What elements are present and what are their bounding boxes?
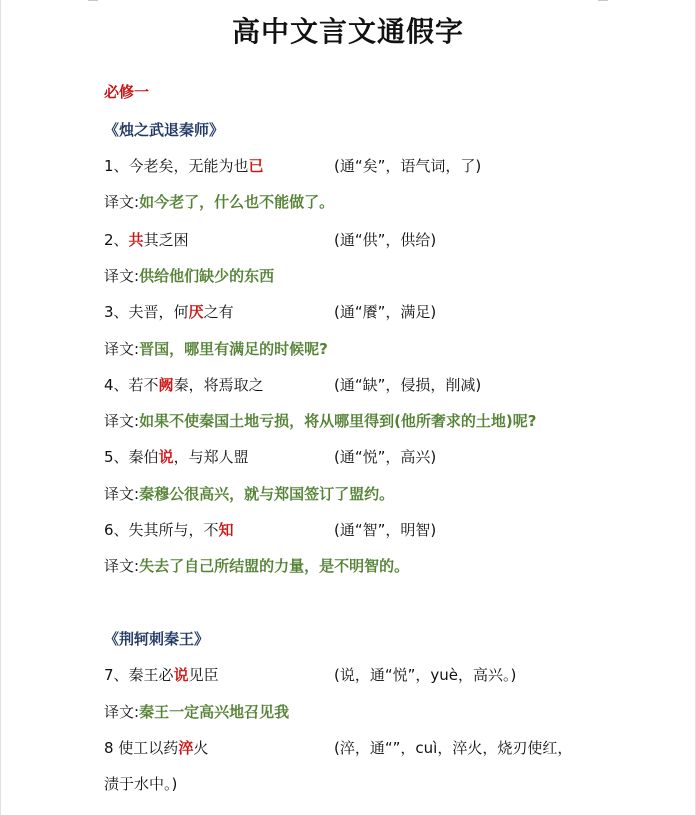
entry-note-continued: 渍于水中。)	[104, 775, 178, 793]
entry-note: (通“供”，供给)	[334, 231, 437, 249]
tongjia-char: 说	[173, 666, 189, 684]
entry-translation: 译文:如果不使秦国土地亏损，将从哪里得到(他所奢求的土地)呢?	[104, 412, 537, 430]
entry-note: (通“智”，明智)	[334, 521, 437, 539]
entry-note: (说，通“悦”，yuè，高兴。)	[334, 666, 517, 684]
entry-sentence: 3、夫晋，何厌之有	[104, 303, 234, 321]
page-edge-left	[0, 0, 1, 815]
entry-sentence: 2、共其乏困	[104, 231, 189, 249]
entry-translation: 译文:晋国，哪里有满足的时候呢?	[104, 340, 328, 358]
book-title: 《烛之武退秦师》	[104, 121, 225, 139]
book-title: 《荆轲刺秦王》	[104, 630, 210, 648]
entry-translation: 译文:秦穆公很高兴，就与郑国签订了盟约。	[104, 485, 395, 503]
crop-mark	[598, 0, 608, 1]
entry-note: (通“餍”，满足)	[334, 303, 437, 321]
tongjia-char: 共	[128, 231, 144, 249]
entry-translation: 译文:秦王一定高兴地召见我	[104, 703, 290, 721]
tongjia-char: 淬	[178, 739, 194, 757]
entry-sentence: 4、若不阙秦，将焉取之	[104, 376, 264, 394]
entry-sentence: 7、秦王必说见臣	[104, 666, 219, 684]
tongjia-char: 说	[158, 448, 174, 466]
tongjia-char: 厌	[188, 303, 204, 321]
entry-note: (通“缺”，侵损，削减)	[334, 376, 482, 394]
entry-translation: 译文:失去了自己所结盟的力量，是不明智的。	[104, 557, 410, 575]
entry-note: (通“悦”，高兴)	[334, 448, 437, 466]
entry-sentence: 5、秦伯说，与郑人盟	[104, 448, 249, 466]
entry-translation: 译文:如今老了，什么也不能做了。	[104, 193, 335, 211]
entry-sentence: 6、失其所与，不知	[104, 521, 234, 539]
page-title: 高中文言文通假字	[231, 15, 464, 48]
tongjia-char: 已	[248, 157, 264, 175]
entry-note: (淬，通“”，cuì，淬火，烧刃使红，	[334, 739, 573, 757]
entry-sentence: 1、今老矣，无能为也已	[104, 157, 264, 175]
entry-note: (通“矣”，语气词，了)	[334, 157, 482, 175]
crop-mark	[88, 0, 98, 1]
section-label: 必修一	[104, 83, 150, 101]
tongjia-char: 知	[218, 521, 234, 539]
entry-sentence: 8 使工以药淬火	[104, 739, 209, 757]
tongjia-char: 阙	[158, 376, 174, 394]
entry-translation: 译文:供给他们缺少的东西	[104, 267, 275, 285]
